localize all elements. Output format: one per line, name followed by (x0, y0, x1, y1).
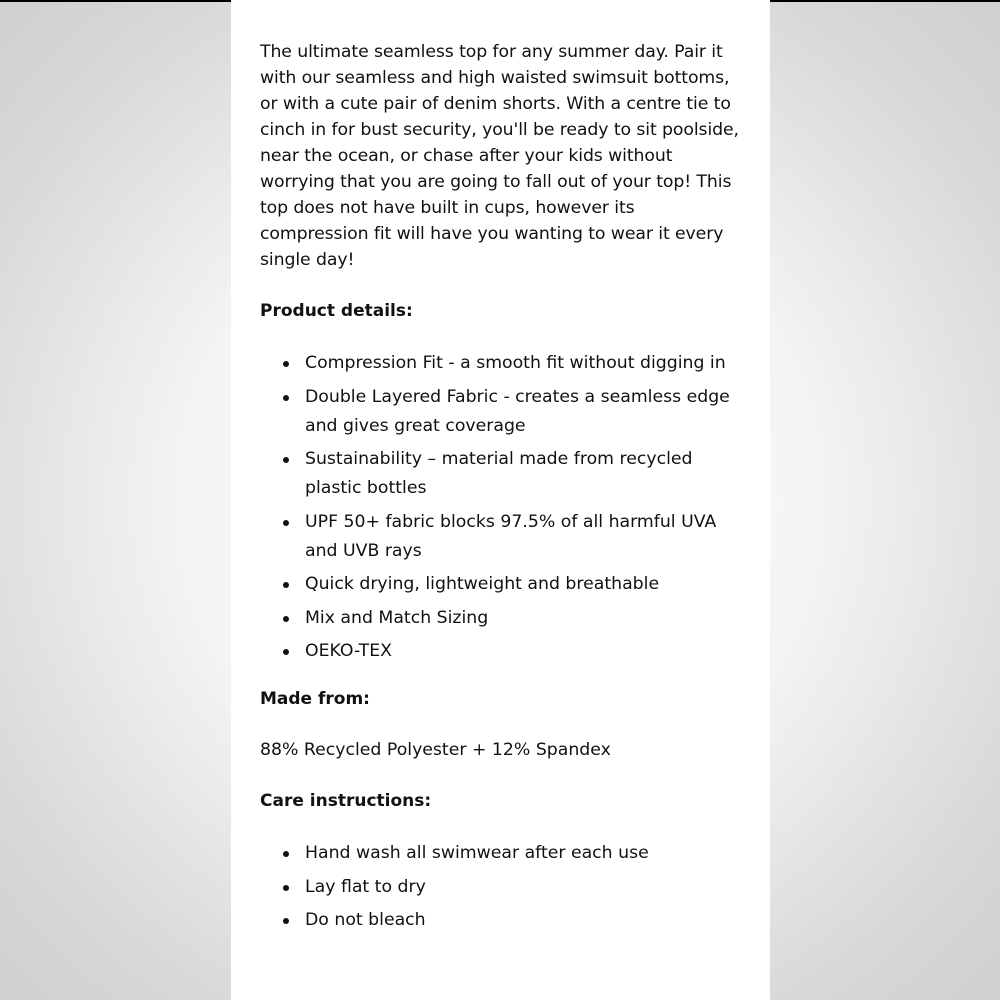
list-item-text: OEKO-TEX (305, 641, 392, 661)
list-item-text: Compression Fit - a smooth fit without digging in (305, 353, 726, 373)
list-item (260, 508, 742, 566)
made-from-text: 88% Recycled Polyester + 12% Spandex (260, 740, 611, 760)
list-item (260, 604, 742, 633)
product-details-list (260, 349, 742, 666)
bullet-icon (283, 851, 289, 857)
bullet-icon (283, 918, 289, 924)
list-item (260, 570, 742, 599)
list-item (260, 873, 742, 902)
list-item-text: Quick drying, lightweight and breathable (305, 574, 660, 594)
bullet-icon (283, 395, 289, 401)
bullet-icon (283, 616, 289, 622)
bullet-icon (283, 520, 289, 526)
bullet-icon (283, 457, 289, 463)
list-item (260, 445, 742, 503)
list-item (260, 839, 742, 868)
bullet-icon (283, 582, 289, 588)
list-item-text: Lay flat to dry (305, 876, 426, 897)
list-item (260, 349, 742, 378)
care-instructions-list (260, 839, 742, 935)
product-description-panel[interactable] (231, 0, 770, 1000)
list-item-text: Do not bleach (305, 910, 426, 930)
list-item-text: Mix and Match Sizing (305, 607, 489, 628)
made-from-heading: Made from: (260, 689, 370, 709)
bullet-icon (283, 361, 289, 367)
product-intro-text: The ultimate seamless top for any summer day. Pair it with our seamless and high waisted swimsuit bottoms, or with a cute pair of denim shorts. With a centre tie to cinch in for bust security, you'll be ready to sit poolside, near the ocean, or chase after your kids without worrying that you are going to fall out of your top! This top does not have built in cups, however its compression fit will have you wanting to wear it every single day! (260, 42, 739, 270)
list-item-text: Sustainability – material made from recycled plastic bottles (305, 449, 693, 498)
bullet-icon (283, 885, 289, 891)
list-item (260, 637, 742, 666)
bullet-icon (283, 649, 289, 655)
product-details-heading: Product details: (260, 301, 413, 321)
list-item-text: Hand wash all swimwear after each use (305, 843, 649, 863)
list-item-text: Double Layered Fabric - creates a seamless edge and gives great coverage (305, 386, 730, 436)
list-item (260, 383, 742, 441)
care-instructions-heading: Care instructions: (260, 791, 432, 811)
list-item (260, 906, 742, 935)
list-item-text: UPF 50+ fabric blocks 97.5% of all harmful UVA and UVB rays (305, 511, 717, 561)
